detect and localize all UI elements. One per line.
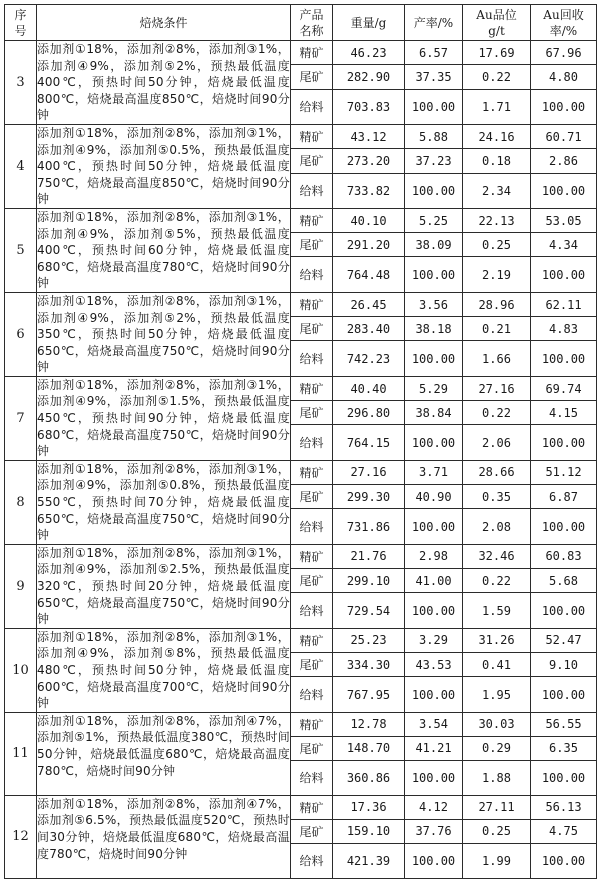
product-name: 尾矿: [291, 65, 333, 89]
grade-cell: 1.71: [463, 89, 531, 124]
yield-cell: 5.29: [405, 376, 463, 400]
roasting-conditions: 添加剂①18%，添加剂②8%，添加剂③1%，添加剂④9%，添加剂⑤5%，预热最低温度400℃，预热时间60分钟，焙烧最低温度680℃，焙烧最高温度780℃，焙烧时间90分钟: [37, 208, 291, 292]
recovery-cell: 52.47: [531, 628, 597, 652]
grade-cell: 0.18: [463, 149, 531, 173]
grade-cell: 0.21: [463, 317, 531, 341]
product-name: 给料: [291, 89, 333, 124]
weight-cell: 283.40: [333, 317, 405, 341]
product-name: 精矿: [291, 292, 333, 316]
weight-cell: 764.48: [333, 257, 405, 292]
yield-cell: 37.76: [405, 819, 463, 843]
weight-cell: 421.39: [333, 843, 405, 878]
product-name: 给料: [291, 173, 333, 208]
product-name: 给料: [291, 760, 333, 795]
yield-cell: 6.57: [405, 41, 463, 65]
header-index: 序 号: [5, 5, 37, 41]
weight-cell: 729.54: [333, 593, 405, 628]
yield-cell: 100.00: [405, 843, 463, 878]
yield-cell: 38.18: [405, 317, 463, 341]
recovery-cell: 60.83: [531, 544, 597, 568]
grade-cell: 32.46: [463, 544, 531, 568]
grade-cell: 1.95: [463, 677, 531, 712]
weight-cell: 731.86: [333, 509, 405, 544]
row-index: 12: [5, 795, 37, 878]
product-name: 精矿: [291, 41, 333, 65]
weight-cell: 733.82: [333, 173, 405, 208]
recovery-cell: 62.11: [531, 292, 597, 316]
row-index: 5: [5, 208, 37, 292]
yield-cell: 38.09: [405, 233, 463, 257]
grade-cell: 30.03: [463, 712, 531, 736]
roasting-conditions: 添加剂①18%，添加剂②8%，添加剂④7%，添加剂⑤6.5%，预热最低温度520℃，预热时间30分钟，焙烧最低温度680℃，焙烧最高温度780℃，焙烧时间90分钟: [37, 795, 291, 878]
grade-cell: 28.96: [463, 292, 531, 316]
yield-cell: 5.88: [405, 124, 463, 148]
weight-cell: 40.10: [333, 208, 405, 232]
product-name: 尾矿: [291, 653, 333, 677]
recovery-cell: 100.00: [531, 89, 597, 124]
roasting-results-table: [4, 4, 597, 879]
grade-cell: 1.59: [463, 593, 531, 628]
product-name: 精矿: [291, 795, 333, 819]
row-index: 9: [5, 544, 37, 628]
table-row: [5, 712, 597, 736]
grade-cell: 0.25: [463, 819, 531, 843]
product-name: 精矿: [291, 124, 333, 148]
row-index: 4: [5, 124, 37, 208]
product-name: 尾矿: [291, 819, 333, 843]
yield-cell: 100.00: [405, 509, 463, 544]
grade-cell: 0.22: [463, 65, 531, 89]
weight-cell: 334.30: [333, 653, 405, 677]
weight-cell: 360.86: [333, 760, 405, 795]
weight-cell: 291.20: [333, 233, 405, 257]
roasting-conditions: 添加剂①18%，添加剂②8%，添加剂③1%，添加剂④9%，添加剂⑤0.8%，预热最低温度550℃，预热时间70分钟，焙烧最低温度650℃，焙烧最高温度750℃，焙烧时间90分钟: [37, 460, 291, 544]
recovery-cell: 67.96: [531, 41, 597, 65]
yield-cell: 3.29: [405, 628, 463, 652]
grade-cell: 0.22: [463, 569, 531, 593]
grade-cell: 22.13: [463, 208, 531, 232]
weight-cell: 12.78: [333, 712, 405, 736]
header-conditions: 焙烧条件: [37, 5, 291, 41]
table-row: [5, 41, 597, 65]
weight-cell: 25.23: [333, 628, 405, 652]
product-name: 给料: [291, 593, 333, 628]
yield-cell: 100.00: [405, 593, 463, 628]
recovery-cell: 4.15: [531, 401, 597, 425]
weight-cell: 21.76: [333, 544, 405, 568]
yield-cell: 100.00: [405, 425, 463, 460]
weight-cell: 17.36: [333, 795, 405, 819]
yield-cell: 37.23: [405, 149, 463, 173]
product-name: 精矿: [291, 712, 333, 736]
product-name: 尾矿: [291, 401, 333, 425]
recovery-cell: 56.13: [531, 795, 597, 819]
recovery-cell: 6.87: [531, 485, 597, 509]
header-row: [5, 5, 597, 41]
grade-cell: 17.69: [463, 41, 531, 65]
grade-cell: 27.16: [463, 376, 531, 400]
yield-cell: 100.00: [405, 257, 463, 292]
yield-cell: 100.00: [405, 173, 463, 208]
product-name: 精矿: [291, 460, 333, 484]
product-name: 尾矿: [291, 317, 333, 341]
recovery-cell: 60.71: [531, 124, 597, 148]
recovery-cell: 51.12: [531, 460, 597, 484]
weight-cell: 742.23: [333, 341, 405, 376]
weight-cell: 296.80: [333, 401, 405, 425]
grade-cell: 31.26: [463, 628, 531, 652]
yield-cell: 41.21: [405, 736, 463, 760]
weight-cell: 46.23: [333, 41, 405, 65]
recovery-cell: 4.80: [531, 65, 597, 89]
recovery-cell: 5.68: [531, 569, 597, 593]
recovery-cell: 2.86: [531, 149, 597, 173]
weight-cell: 27.16: [333, 460, 405, 484]
grade-cell: 0.25: [463, 233, 531, 257]
recovery-cell: 100.00: [531, 843, 597, 878]
table-row: [5, 544, 597, 568]
grade-cell: 2.08: [463, 509, 531, 544]
table-row: [5, 460, 597, 484]
weight-cell: 43.12: [333, 124, 405, 148]
recovery-cell: 6.35: [531, 736, 597, 760]
product-name: 给料: [291, 341, 333, 376]
grade-cell: 0.35: [463, 485, 531, 509]
weight-cell: 299.10: [333, 569, 405, 593]
weight-cell: 148.70: [333, 736, 405, 760]
weight-cell: 282.90: [333, 65, 405, 89]
yield-cell: 100.00: [405, 760, 463, 795]
row-index: 3: [5, 41, 37, 125]
recovery-cell: 4.75: [531, 819, 597, 843]
header-weight: 重量/g: [333, 5, 405, 41]
product-name: 给料: [291, 843, 333, 878]
product-name: 尾矿: [291, 149, 333, 173]
yield-cell: 41.00: [405, 569, 463, 593]
weight-cell: 764.15: [333, 425, 405, 460]
table-row: [5, 376, 597, 400]
yield-cell: 3.71: [405, 460, 463, 484]
weight-cell: 299.30: [333, 485, 405, 509]
yield-cell: 2.98: [405, 544, 463, 568]
recovery-cell: 4.34: [531, 233, 597, 257]
roasting-conditions: 添加剂①18%，添加剂②8%，添加剂③1%，添加剂④9%，添加剂⑤0.5%，预热最低温度400℃，预热时间50分钟，焙烧最低温度750℃，焙烧最高温度850℃，焙烧时间90分钟: [37, 124, 291, 208]
product-name: 精矿: [291, 544, 333, 568]
recovery-cell: 100.00: [531, 257, 597, 292]
grade-cell: 1.66: [463, 341, 531, 376]
yield-cell: 40.90: [405, 485, 463, 509]
product-name: 精矿: [291, 208, 333, 232]
row-index: 6: [5, 292, 37, 376]
table-row: [5, 292, 597, 316]
roasting-conditions: 添加剂①18%，添加剂②8%，添加剂④7%，添加剂⑤1%，预热最低温度380℃，预热时间50分钟，焙烧最低温度680℃，焙烧最高温度780℃，焙烧时间90分钟: [37, 712, 291, 795]
table-row: [5, 628, 597, 652]
grade-cell: 0.41: [463, 653, 531, 677]
row-index: 7: [5, 376, 37, 460]
roasting-conditions: 添加剂①18%，添加剂②8%，添加剂③1%，添加剂④9%，添加剂⑤2%，预热最低温度400℃，预热时间50分钟，焙烧最低温度800℃，焙烧最高温度850℃，焙烧时间90分钟: [37, 41, 291, 125]
roasting-conditions: 添加剂①18%，添加剂②8%，添加剂③1%，添加剂④9%，添加剂⑤2%，预热最低温度350℃，预热时间50分钟，焙烧最低温度650℃，焙烧最高温度750℃，焙烧时间90分钟: [37, 292, 291, 376]
table-body: [5, 41, 597, 879]
recovery-cell: 69.74: [531, 376, 597, 400]
grade-cell: 1.88: [463, 760, 531, 795]
yield-cell: 100.00: [405, 341, 463, 376]
recovery-cell: 100.00: [531, 677, 597, 712]
weight-cell: 40.40: [333, 376, 405, 400]
yield-cell: 3.54: [405, 712, 463, 736]
recovery-cell: 100.00: [531, 173, 597, 208]
product-name: 精矿: [291, 628, 333, 652]
yield-cell: 37.35: [405, 65, 463, 89]
recovery-cell: 100.00: [531, 425, 597, 460]
row-index: 8: [5, 460, 37, 544]
table-row: [5, 124, 597, 148]
grade-cell: 28.66: [463, 460, 531, 484]
product-name: 给料: [291, 425, 333, 460]
yield-cell: 43.53: [405, 653, 463, 677]
row-index: 11: [5, 712, 37, 795]
row-index: 10: [5, 628, 37, 712]
grade-cell: 2.06: [463, 425, 531, 460]
weight-cell: 767.95: [333, 677, 405, 712]
roasting-conditions: 添加剂①18%，添加剂②8%，添加剂③1%，添加剂④9%，添加剂⑤1.5%，预热最低温度450℃，预热时间90分钟，焙烧最低温度680℃，焙烧最高温度750℃，焙烧时间90分钟: [37, 376, 291, 460]
product-name: 给料: [291, 257, 333, 292]
recovery-cell: 100.00: [531, 593, 597, 628]
grade-cell: 0.22: [463, 401, 531, 425]
header-au-recovery: Au回收 率/%: [531, 5, 597, 41]
product-name: 尾矿: [291, 569, 333, 593]
weight-cell: 703.83: [333, 89, 405, 124]
yield-cell: 4.12: [405, 795, 463, 819]
weight-cell: 273.20: [333, 149, 405, 173]
grade-cell: 24.16: [463, 124, 531, 148]
yield-cell: 38.84: [405, 401, 463, 425]
table-row: [5, 795, 597, 819]
grade-cell: 27.11: [463, 795, 531, 819]
grade-cell: 0.29: [463, 736, 531, 760]
header-product: 产品 名称: [291, 5, 333, 41]
product-name: 尾矿: [291, 485, 333, 509]
product-name: 给料: [291, 509, 333, 544]
grade-cell: 2.19: [463, 257, 531, 292]
weight-cell: 159.10: [333, 819, 405, 843]
yield-cell: 5.25: [405, 208, 463, 232]
recovery-cell: 100.00: [531, 760, 597, 795]
weight-cell: 26.45: [333, 292, 405, 316]
table-row: [5, 208, 597, 232]
recovery-cell: 4.83: [531, 317, 597, 341]
header-au-grade: Au品位 g/t: [463, 5, 531, 41]
yield-cell: 100.00: [405, 677, 463, 712]
recovery-cell: 9.10: [531, 653, 597, 677]
recovery-cell: 56.55: [531, 712, 597, 736]
recovery-cell: 100.00: [531, 509, 597, 544]
recovery-cell: 53.05: [531, 208, 597, 232]
header-yield: 产率/%: [405, 5, 463, 41]
product-name: 尾矿: [291, 736, 333, 760]
grade-cell: 1.99: [463, 843, 531, 878]
product-name: 给料: [291, 677, 333, 712]
yield-cell: 100.00: [405, 89, 463, 124]
yield-cell: 3.56: [405, 292, 463, 316]
product-name: 尾矿: [291, 233, 333, 257]
roasting-conditions: 添加剂①18%，添加剂②8%，添加剂③1%，添加剂④9%，添加剂⑤2.5%，预热最低温度320℃，预热时间20分钟，焙烧最低温度650℃，焙烧最高温度750℃，焙烧时间90分钟: [37, 544, 291, 628]
product-name: 精矿: [291, 376, 333, 400]
grade-cell: 2.34: [463, 173, 531, 208]
recovery-cell: 100.00: [531, 341, 597, 376]
roasting-conditions: 添加剂①18%，添加剂②8%，添加剂③1%，添加剂④9%，添加剂⑤8%，预热最低温度480℃，预热时间50分钟，焙烧最低温度600℃，焙烧最高温度700℃，焙烧时间90分钟: [37, 628, 291, 712]
